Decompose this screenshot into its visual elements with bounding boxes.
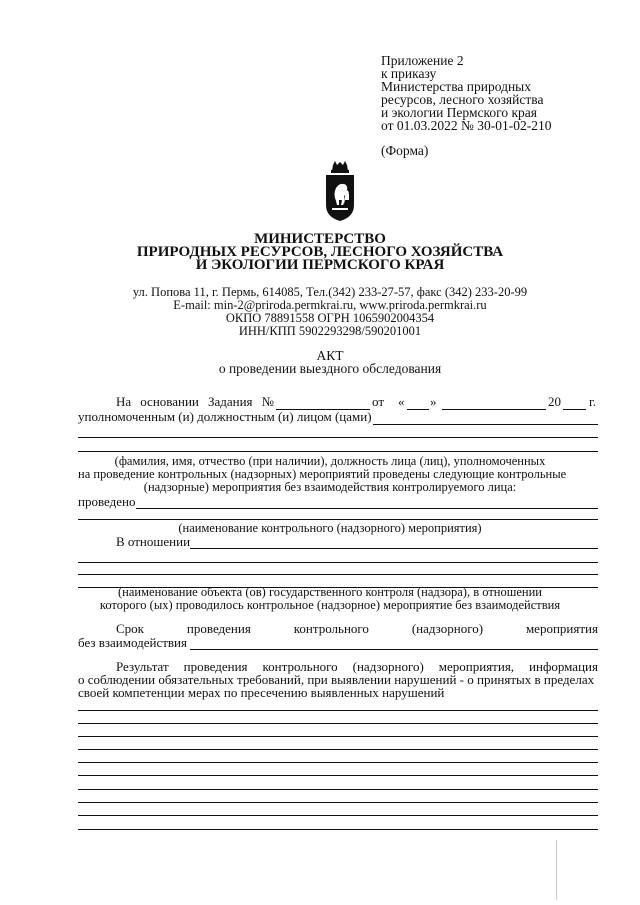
- appendix-line: и экологии Пермского края: [381, 105, 537, 120]
- term-line-2: без взаимодействия: [78, 635, 187, 650]
- result-word: контрольного: [262, 659, 338, 674]
- regarding-label: В отношении: [116, 534, 191, 549]
- basis-line: [116, 395, 274, 409]
- coat-of-arms-icon: [322, 161, 358, 221]
- regarding-field-3[interactable]: [78, 574, 598, 575]
- authorized-person-field[interactable]: [373, 424, 598, 425]
- basis-word: №: [261, 394, 274, 409]
- result-line-2: о соблюдении обязательных требований, при выявлении нарушений - о принятых в пределах: [78, 672, 595, 687]
- basis-word: На: [116, 394, 132, 409]
- result-word: мероприятия,: [438, 659, 515, 674]
- form-label: (Форма): [381, 143, 429, 158]
- authorized-person-field-2[interactable]: [78, 437, 598, 438]
- note-person-line: (фамилия, имя, отчество (при наличии), должность лица (лиц), уполномоченных: [114, 454, 546, 468]
- contacts-address: ул. Попова 11, г. Пермь, 614085, Тел.(342) 233-27-57, факс (342) 233-20-99: [132, 285, 528, 299]
- result-field-line[interactable]: [78, 829, 598, 830]
- term-word: мероприятия: [525, 621, 598, 636]
- term-word: контрольного: [293, 621, 369, 636]
- note-object-line: (наименование объекта (ов) государственного контроля (надзора), в отношении: [118, 585, 542, 599]
- note-event: (наименование контрольного (надзорного) мероприятия): [178, 521, 482, 535]
- conducted-field-2[interactable]: [78, 519, 598, 520]
- note-object-line: которого (ых) проводилось контрольное (надзорное) мероприятие без взаимодействия: [99, 598, 561, 612]
- result-word: (надзорного): [352, 659, 424, 674]
- result-word: Результат: [116, 659, 169, 674]
- contacts-email: E-mail: min-2@priroda.permkrai.ru, www.priroda.permkrai.ru: [173, 298, 487, 312]
- term-field[interactable]: [190, 649, 598, 650]
- basis-word: основании: [140, 394, 199, 409]
- result-field-line[interactable]: [78, 762, 598, 763]
- ministry-title-line: ПРИРОДНЫХ РЕСУРСОВ, ЛЕСНОГО ХОЗЯЙСТВА: [136, 244, 504, 260]
- result-line-3: своей компетенции мерах по пресечению выявленных нарушений: [78, 685, 445, 700]
- conducted-field[interactable]: [136, 508, 598, 509]
- term-word: проведения: [186, 621, 251, 636]
- result-field-line[interactable]: [78, 789, 598, 790]
- basis-word: Задания: [207, 394, 253, 409]
- quote-open: «: [398, 394, 405, 409]
- authorized-person-field-3[interactable]: [78, 451, 598, 452]
- note-person-line: на проведение контрольных (надзорных) мероприятий проведены следующие контрольные: [78, 467, 567, 481]
- year-suffix: г.: [589, 394, 597, 409]
- result-field-line[interactable]: [78, 802, 598, 803]
- quote-close: »: [430, 394, 437, 409]
- appendix-line: ресурсов, лесного хозяйства: [381, 92, 544, 107]
- appendix-line: Приложение 2: [381, 53, 464, 68]
- term-word: Срок: [116, 621, 144, 636]
- date-year-field[interactable]: [563, 409, 586, 410]
- result-field-line[interactable]: [78, 736, 598, 737]
- note-person-line: (надзорные) мероприятия без взаимодействия контролируемого лица:: [143, 480, 517, 494]
- result-field-line[interactable]: [78, 749, 598, 750]
- result-field-line[interactable]: [78, 710, 598, 711]
- appendix-block: [381, 54, 551, 132]
- date-month-field[interactable]: [442, 409, 546, 410]
- result-field-line[interactable]: [78, 775, 598, 776]
- result-field-line[interactable]: [78, 723, 598, 724]
- regarding-field-2[interactable]: [78, 562, 598, 563]
- result-field-line[interactable]: [78, 815, 598, 816]
- contacts-okpo: ОКПО 78891558 ОГРН 1065902004354: [225, 311, 435, 325]
- ministry-title-line: И ЭКОЛОГИИ ПЕРМСКОГО КРАЯ: [195, 257, 445, 273]
- date-from-label: от: [372, 394, 385, 409]
- conducted-label: проведено: [78, 494, 136, 509]
- year-prefix: 20: [548, 394, 561, 409]
- appendix-line: к приказу: [381, 66, 437, 81]
- result-word: проведения: [183, 659, 248, 674]
- document-title: АКТ: [316, 348, 344, 363]
- contacts-inn: ИНН/КПП 5902293298/590201001: [238, 324, 422, 338]
- scan-edge: [556, 840, 557, 900]
- authorized-label: уполномоченным (и) должностным (и) лицом (цами): [78, 409, 372, 424]
- ministry-title-line: МИНИСТЕРСТВО: [254, 231, 386, 247]
- regarding-field[interactable]: [190, 548, 598, 549]
- appendix-line: Министерства природных: [381, 79, 531, 94]
- document-subtitle: о проведении выездного обследования: [218, 361, 442, 376]
- result-word: информация: [529, 659, 598, 674]
- term-line: [116, 622, 598, 636]
- term-word: (надзорного): [411, 621, 484, 636]
- appendix-line: от 01.03.2022 № 30-01-02-210: [381, 118, 552, 133]
- date-day-field[interactable]: [407, 409, 429, 410]
